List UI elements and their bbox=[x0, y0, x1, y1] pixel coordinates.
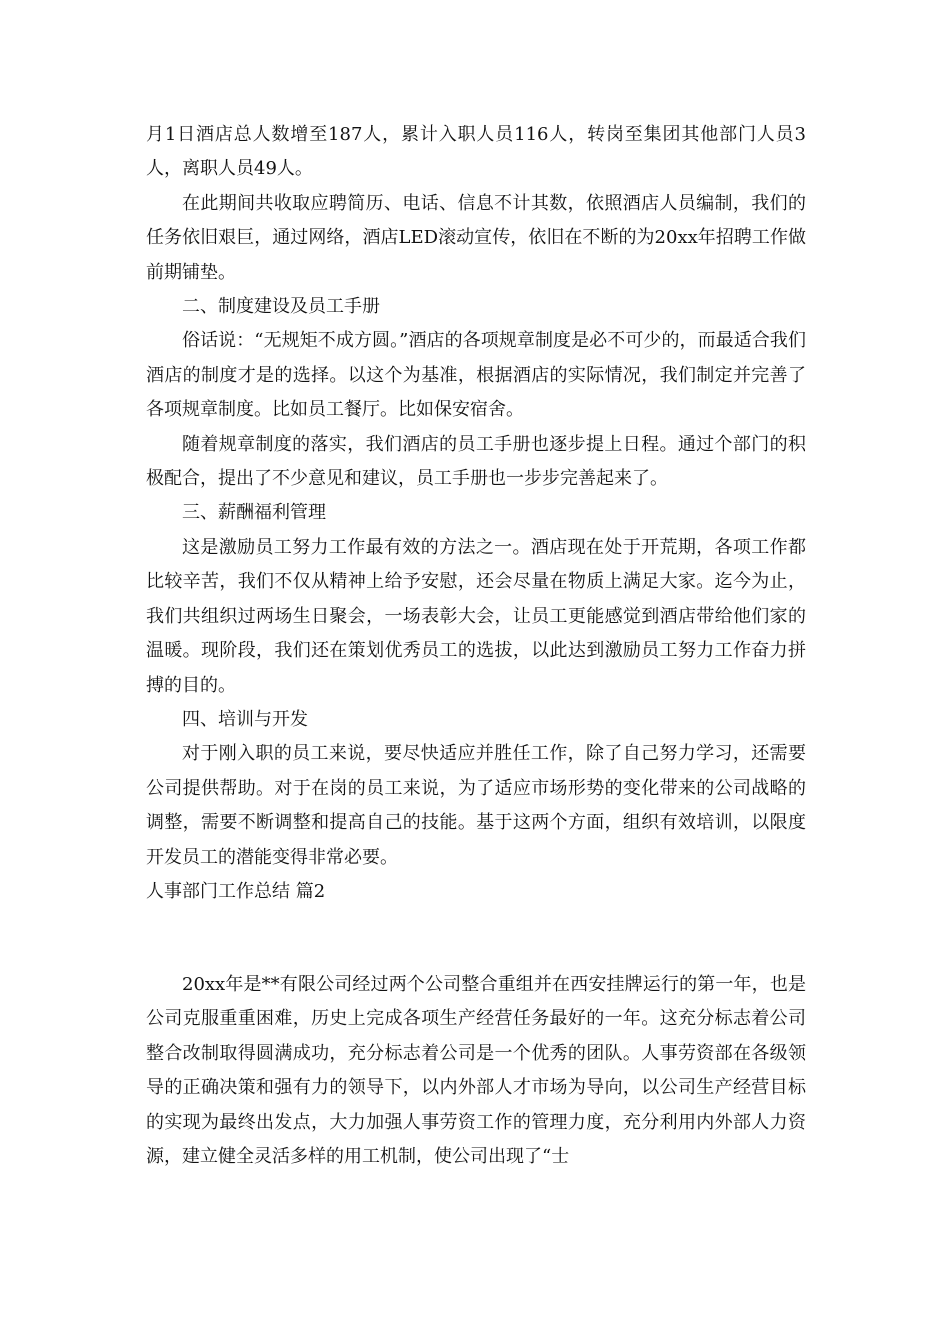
paragraph-rules: 俗话说：“无规矩不成方圆。”酒店的各项规章制度是必不可少的，而最适合我们酒店的制度才是的选择。以这个为基准，根据酒店的实际情况，我们制定并完善了各项规章制度。比如员工餐厅。比如保安宿舍。 bbox=[146, 330, 806, 421]
paragraph-salary: 这是激励员工努力工作最有效的方法之一。酒店现在处于开荒期，各项工作都比较辛苦，我们不仅从精神上给予安慰，还会尽量在物质上满足大家。迄今为止，我们共组织过两场生日聚会，一场表彰大会，让员工更能感觉到酒店带给他们家的温暖。现阶段，我们还在策划优秀员工的选拔，以此达到激励员工努力工作奋力拼搏的目的。 bbox=[146, 536, 806, 696]
paragraph-handbook: 随着规章制度的落实，我们酒店的员工手册也逐步提上日程。通过个部门的积极配合，提出了不少意见和建议，员工手册也一步步完善起来了。 bbox=[146, 433, 806, 490]
paragraph-recruitment: 在此期间共收取应聘简历、电话、信息不计其数，依照酒店人员编制，我们的任务依旧艰巨，通过网络，酒店LED滚动宣传，依旧在不断的为20xx年招聘工作做前期铺垫。 bbox=[146, 192, 806, 283]
paragraph-intro: 20xx年是**有限公司经过两个公司整合重组并在西安挂牌运行的第一年，也是公司克服重重困难，历史上完成各项生产经营任务最好的一年。这充分标志着公司整合改制取得圆满成功，充分标志着公司是一个优秀的团队。人事劳资部在各级领导的正确决策和强有力的领导下，以内外部人才市场为导向，以公司生产经营目标的实现为最终出发点，大力加强人事劳资工作的管理力度，充分利用内外部人力资源，建立健全灵活多样的用工机制，使公司出现了“士 bbox=[146, 974, 806, 1168]
paragraph-training: 对于刚入职的员工来说，要尽快适应并胜任工作，除了自己努力学习，还需要公司提供帮助。对于在岗的员工来说，为了适应市场形势的变化带来的公司战略的调整，需要不断调整和提高自己的技能。基于这两个方面，组织有效培训，以限度开发员工的潜能变得非常必要。 bbox=[146, 743, 806, 868]
heading-salary-welfare: 三、薪酬福利管理 bbox=[182, 502, 326, 524]
paragraph-headcount: 月1日酒店总人数增至187人，累计入职人员116人，转岗至集团其他部门人员3人，离职人员49人。 bbox=[146, 124, 806, 180]
document-body-part2 bbox=[146, 968, 806, 1174]
heading-training: 四、培训与开发 bbox=[182, 708, 308, 730]
document-body-part1 bbox=[146, 118, 806, 909]
heading-system-building: 二、制度建设及员工手册 bbox=[182, 296, 380, 318]
section-title: 人事部门工作总结 篇2 bbox=[146, 880, 326, 902]
